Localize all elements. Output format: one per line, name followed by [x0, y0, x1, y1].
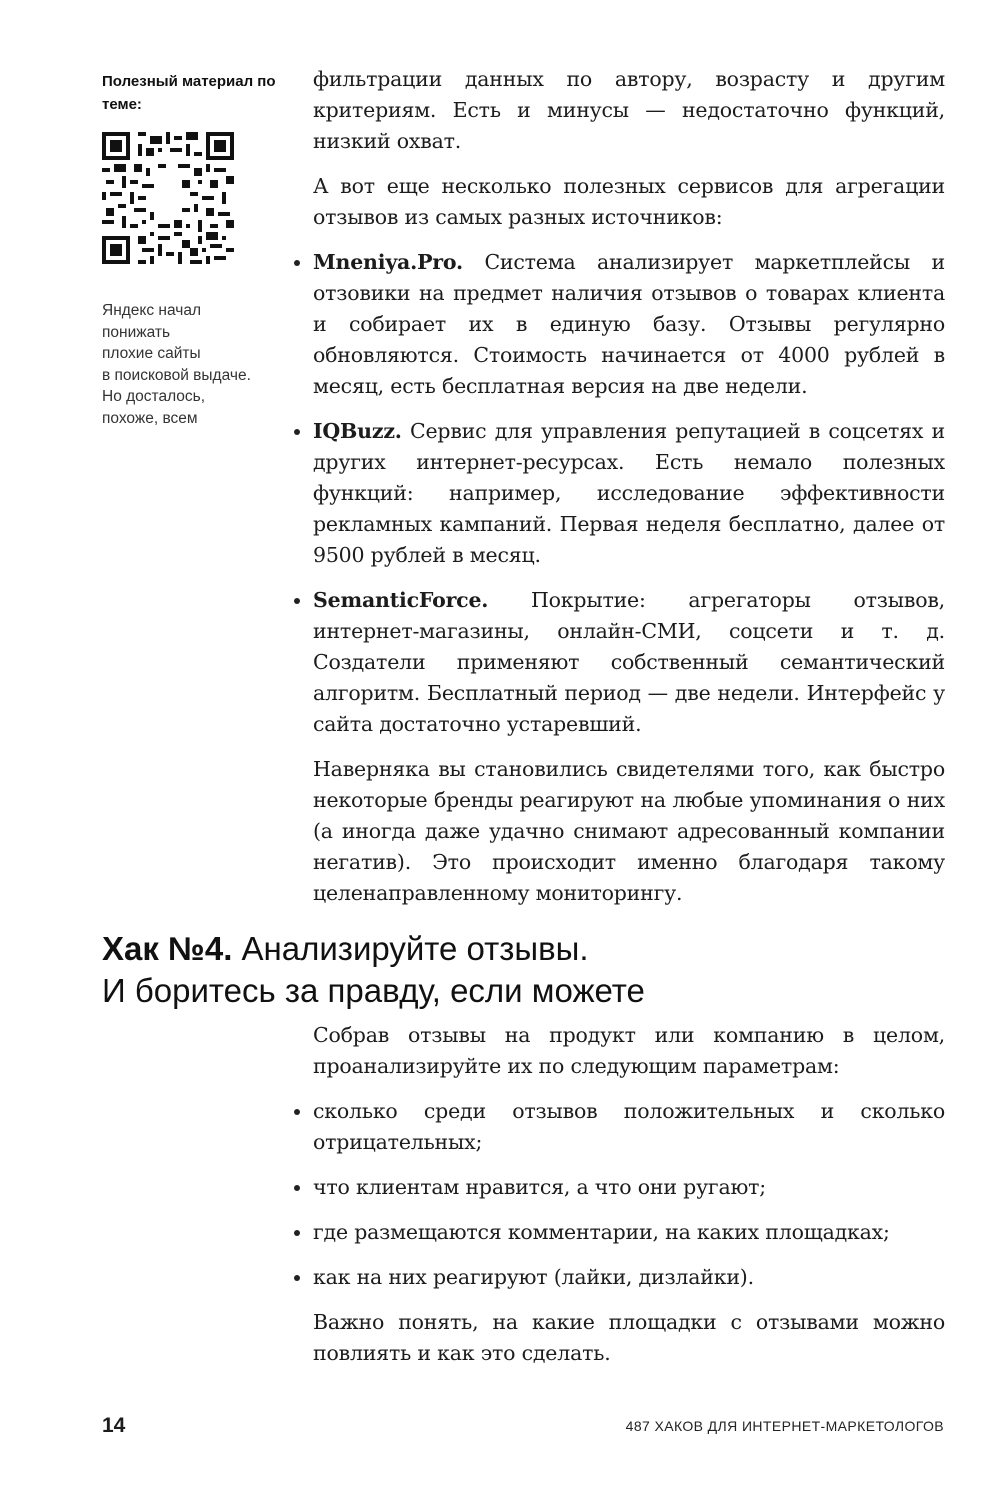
sidebar-note-line: Яндекс начал	[102, 302, 202, 319]
paragraph-continuation: фильтрации данных по автору, возрасту и другим критериям. Есть и минусы — недостаточно функций, низкий охват.	[313, 67, 945, 153]
sidebar-heading: Полезный материал по теме:	[102, 73, 276, 113]
running-footer-title: 487 ХАКОВ ДЛЯ ИНТЕРНЕТ-МАРКЕТОЛОГОВ	[625, 1418, 944, 1434]
service-name: IQBuzz.	[313, 419, 402, 443]
service-description: Сервис для управления репутацией в соцсетях и других интернет-ресурсах. Есть немало полезных функций: например, исследование эффективности рекламных кампаний. Первая неделя бесплатно, далее от 9500 рублей в месяц.	[313, 419, 945, 567]
list-item	[313, 585, 945, 740]
service-name: SemanticForce.	[313, 588, 489, 612]
section-heading-line-1	[102, 928, 962, 970]
sidebar-note-line: понижать	[102, 323, 171, 341]
hack-label: Хак №4.	[102, 930, 233, 967]
section-heading-line-2: И боритесь за правду, если можете	[102, 972, 645, 1009]
qr-code-icon[interactable]	[102, 132, 234, 264]
service-description: Система анализирует маркетплейсы и отзовики на предмет наличия отзывов о товарах клиента и собирает их в единую базу. Отзывы регулярно обновляются. Стоимость начинается от 4000 рублей в месяц, есть бесплатная версия на две недели.	[313, 250, 945, 398]
parameters-list	[313, 1096, 945, 1293]
list-item	[313, 247, 945, 402]
list-item: сколько среди отзывов положительных и сколько отрицательных;	[313, 1096, 945, 1158]
services-list	[313, 247, 945, 740]
bottom-body	[313, 1020, 945, 1369]
paragraph-closing: Важно понять, на какие площадки с отзывами можно повлиять и как это сделать.	[313, 1310, 945, 1365]
sidebar-note-line: в поисковой выдаче.	[102, 366, 251, 384]
page-number: 14	[102, 1414, 126, 1437]
hack-title: Анализируйте отзывы.	[241, 930, 589, 967]
paragraph-analysis-intro: Собрав отзывы на продукт или компанию в целом, проанализируйте их по следующим параметрам:	[313, 1023, 945, 1078]
list-item	[313, 416, 945, 571]
paragraph-services-intro: А вот еще несколько полезных сервисов для агрегации отзывов из самых разных источников:	[313, 174, 945, 229]
list-item: где размещаются комментарии, на каких площадках;	[313, 1217, 945, 1248]
sidebar-note-line: плохие сайты	[102, 345, 201, 362]
sidebar-note-line: похоже, всем	[102, 409, 198, 427]
sidebar-note	[102, 300, 292, 429]
sidebar-note-line: Но досталось,	[102, 388, 206, 405]
section-heading	[102, 928, 962, 1012]
sidebar	[102, 70, 292, 429]
list-item: как на них реагируют (лайки, дизлайки).	[313, 1262, 945, 1293]
list-item: что клиентам нравится, а что они ругают;	[313, 1172, 945, 1203]
service-name: Mneniya.Pro.	[313, 250, 463, 274]
top-body	[313, 64, 945, 909]
service-description: Покрытие: агрегаторы отзывов, интернет-магазины, онлайн-СМИ, соцсети и т. д. Создатели применяют собственный семантический алгоритм. Бесплатный период — две недели. Интерфейс у сайта достаточно устаревший.	[313, 588, 945, 736]
paragraph-monitoring: Наверняка вы становились свидетелями того, как быстро некоторые бренды реагируют на любые упоминания о них (а иногда даже удачно снимают адресованный компании негатив). Это происходит именно благодаря такому целенаправленному мониторингу.	[313, 757, 945, 905]
